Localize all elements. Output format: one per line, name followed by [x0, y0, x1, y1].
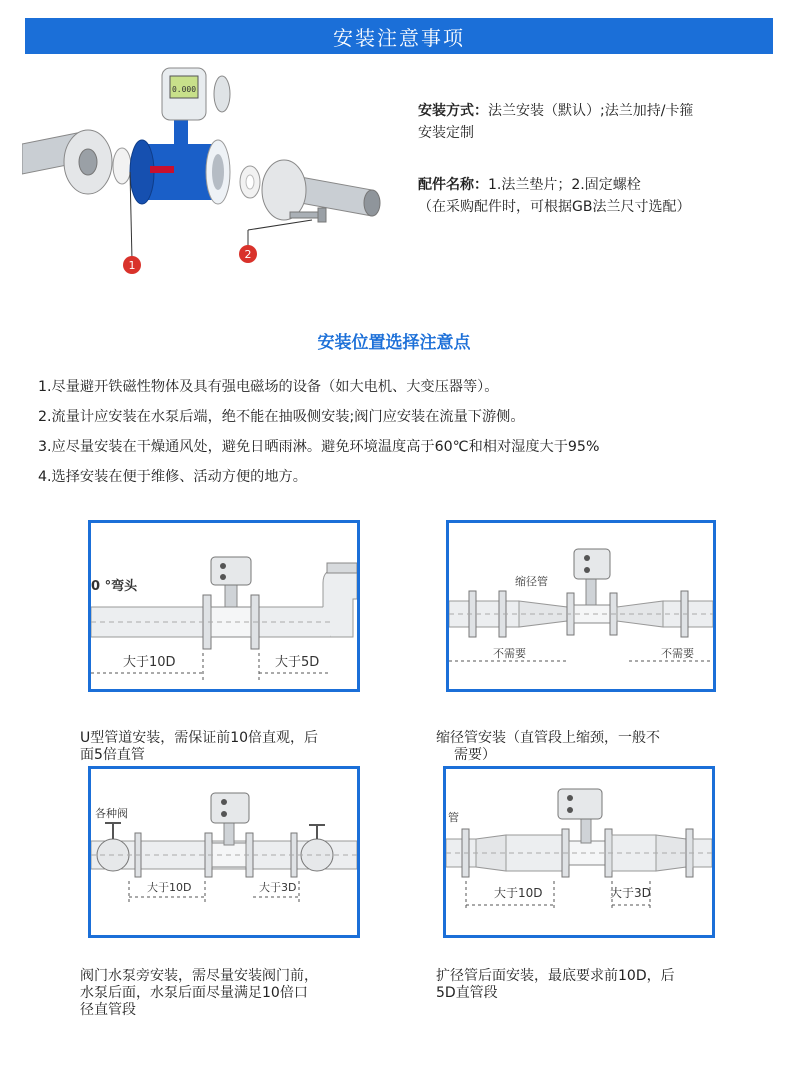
left-flange	[64, 130, 112, 194]
callout-1-number: 1	[128, 259, 136, 272]
diagram-valves	[88, 766, 360, 938]
note-item: 1.尽量避开铁磁性物体及具有强电磁场的设备（如大电机、大变压器等）。	[38, 379, 499, 395]
downstream-label: 大于5D	[275, 655, 320, 670]
parts-info	[418, 174, 690, 218]
parts-note: （在采购配件时，可根据GB法兰尺寸选配）	[418, 199, 691, 215]
meter-display-readout: 0.000	[171, 85, 197, 94]
downstream-label: 大于3D	[259, 881, 297, 894]
caption-expander	[436, 968, 675, 1002]
pipe-label: 管	[448, 811, 459, 824]
downstream-label: 不需要	[661, 647, 694, 660]
caption-line: 径直管段	[80, 1002, 136, 1018]
upstream-label: 大于10D	[147, 881, 192, 894]
section-title: 安装位置选择注意点	[317, 333, 471, 353]
upstream-label: 大于10D	[494, 886, 543, 900]
notes-list	[38, 372, 778, 492]
flowmeter-illustration	[22, 62, 398, 288]
upstream-label: 不需要	[493, 647, 526, 660]
caption-valves	[80, 968, 318, 1019]
caption-reducer	[436, 730, 660, 764]
diagram-u-bend	[88, 520, 360, 692]
caption-line: 需要）	[454, 747, 496, 763]
elbow-label: 0 °弯头	[91, 579, 138, 594]
diagram-reducer	[446, 520, 716, 692]
caption-line: 扩径管后面安装，最底要求前10D，后	[436, 968, 675, 984]
note-item: 4.选择安装在便于维修、活动方便的地方。	[38, 469, 307, 485]
section-banner	[25, 18, 773, 54]
caption-line: U型管道安装，需保证前10倍直观，后	[80, 730, 319, 746]
install-value: 法兰安装（默认）;法兰加持/卡箍	[488, 103, 694, 119]
caption-line: 面5倍直管	[80, 747, 145, 763]
caption-line: 缩径管安装（直管段上缩颈，一般不	[436, 730, 660, 746]
diagram-expander	[443, 766, 715, 938]
parts-label: 配件名称：	[418, 177, 488, 193]
flowmeter-body	[130, 68, 230, 204]
downstream-label: 大于3D	[610, 886, 651, 900]
install-method	[418, 100, 693, 144]
banner-title: 安装注意事项	[333, 25, 465, 50]
reducer-label: 缩径管	[515, 575, 548, 588]
caption-line: 水泵后面，水泵后面尽量满足10倍口	[80, 985, 308, 1001]
install-value-2: 安装定制	[418, 125, 474, 141]
gasket-1	[113, 148, 131, 184]
note-item: 3.应尽量安装在干燥通风处，避免日晒雨淋。避免环境温度高于60℃和相对湿度大于95%	[38, 439, 600, 455]
caption-u-bend	[80, 730, 318, 764]
caption-line: 5D直管段	[436, 985, 498, 1001]
install-label: 安装方式：	[418, 103, 488, 119]
note-item: 2.流量计应安装在水泵后端，绝不能在抽吸侧安装;阀门应安装在流量下游侧。	[38, 409, 525, 425]
parts-value: 1.法兰垫片；2.固定螺栓	[488, 177, 641, 193]
valve-label: 各种阀	[95, 807, 128, 820]
caption-line: 阀门水泵旁安装，需尽量安装阀门前，	[80, 968, 318, 984]
callout-2-number: 2	[244, 248, 252, 261]
upstream-label: 大于10D	[123, 655, 176, 670]
